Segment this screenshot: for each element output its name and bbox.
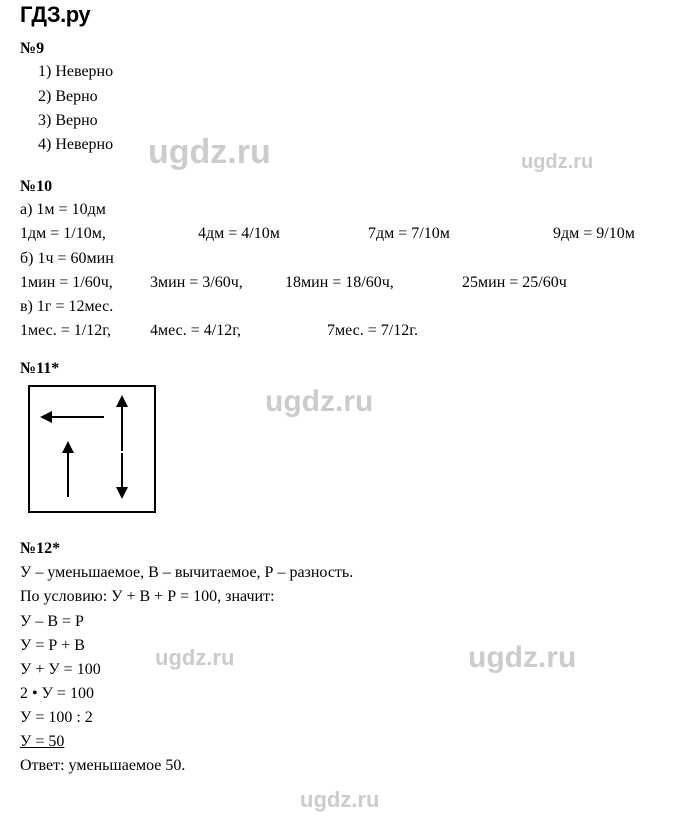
task-9-heading: №9 — [20, 40, 45, 57]
task-9-line-4: 4) Неверно — [38, 136, 114, 153]
watermark-5: ugdz.ru — [468, 641, 577, 674]
task-11-heading: №11* — [20, 360, 60, 377]
task-10-eq-18min: 18мин = 18/60ч, — [285, 274, 394, 291]
task-10-eq-1min: 1мин = 1/60ч, — [20, 274, 113, 291]
task-10-line-v: в) 1г = 12мес. — [20, 298, 114, 315]
task-10-heading: №10 — [20, 178, 53, 195]
task-12-line-5: У + У = 100 — [20, 661, 101, 678]
task-10-eq-4mes: 4мес. = 4/12г, — [150, 322, 241, 339]
task-10-eq-25min: 25мин = 25/60ч — [462, 274, 567, 291]
watermark-6: ugdz.ru — [300, 787, 380, 812]
task-12-line-3: У – В = Р — [20, 613, 84, 630]
task-9-line-2: 2) Верно — [38, 88, 98, 105]
task-10-eq-1mes: 1мес. = 1/12г, — [20, 322, 111, 339]
watermark-1: ugdz.ru — [148, 133, 271, 171]
task-10-eq-9dm: 9дм = 9/10м — [553, 225, 635, 242]
task-12-line-1: У – уменьшаемое, В – вычитаемое, Р – разность. — [20, 564, 354, 581]
task-11-figure — [28, 385, 156, 513]
watermark-4: ugdz.ru — [155, 645, 235, 670]
task-10-eq-1dm: 1дм = 1/10м, — [20, 225, 106, 242]
task-10-eq-3min: 3мин = 3/60ч, — [150, 274, 243, 291]
task-9-line-3: 3) Верно — [38, 112, 98, 129]
watermark-3: ugdz.ru — [265, 385, 374, 418]
task-10-line-a: а) 1м = 10дм — [20, 201, 106, 218]
task-12-line-2: По условию: У + В + Р = 100, значит: — [20, 588, 275, 605]
task-10-eq-7mes: 7мес. = 7/12г. — [327, 322, 418, 339]
arrows-diagram-icon — [30, 387, 154, 511]
watermark-2: ugdz.ru — [521, 151, 594, 173]
task-10-line-b: б) 1ч = 60мин — [20, 250, 114, 267]
task-12-heading: №12* — [20, 540, 61, 557]
task-12-result: У = 50 — [20, 733, 65, 750]
task-12-line-4: У = Р + В — [20, 637, 85, 654]
task-12-line-6: 2 • У = 100 — [20, 685, 94, 702]
task-9-line-1: 1) Неверно — [38, 63, 114, 80]
task-12-answer: Ответ: уменьшаемое 50. — [20, 757, 186, 774]
site-logo: ГДЗ.ру — [20, 2, 91, 27]
task-12-line-7: У = 100 : 2 — [20, 709, 93, 726]
task-10-eq-7dm: 7дм = 7/10м — [368, 225, 450, 242]
task-10-eq-4dm: 4дм = 4/10м — [198, 225, 280, 242]
